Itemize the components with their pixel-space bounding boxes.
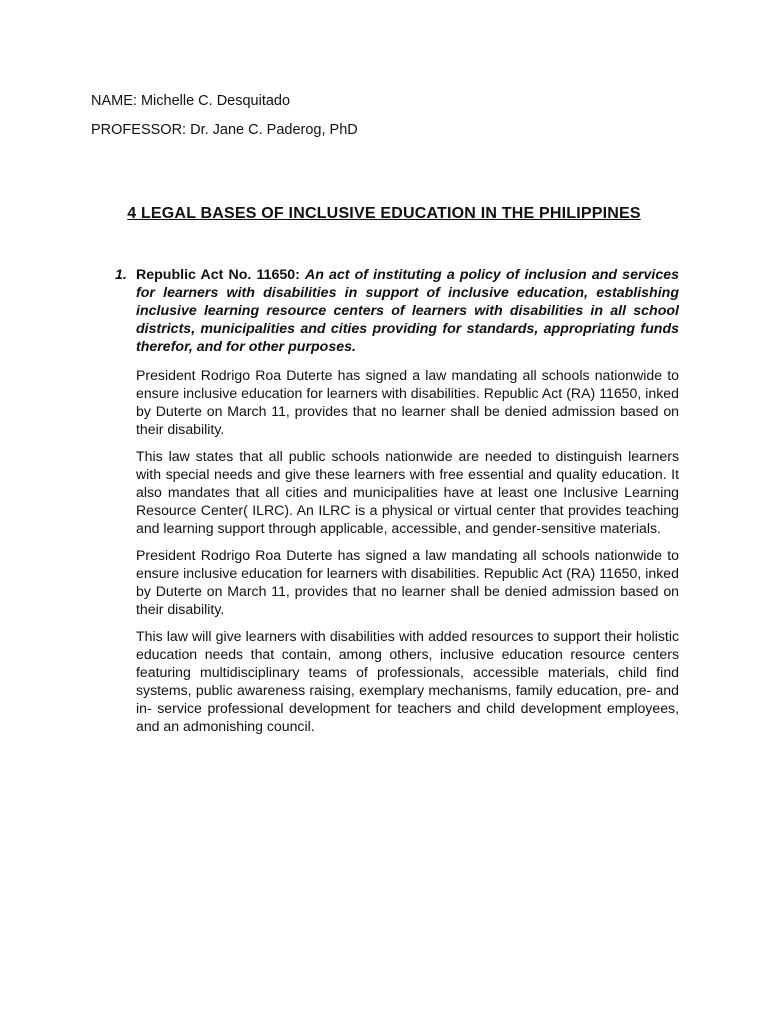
paragraph: This law will give learners with disabilities with added resources to support their holistic education needs that contain, among others, inclusive education resource centers featuring multidisciplinary teams of professionals, accessible materials, child find systems, public awareness raising, exemplary mechanisms, family education, pre- and in- service professional development for teachers and child development employees, and an admonishing council. xyxy=(136,628,679,735)
paragraph: President Rodrigo Roa Duterte has signed a law mandating all schools nationwide to ensure inclusive education for learners with disabilities. Republic Act (RA) 11650, inked by Duterte on March 11, provides that no learner shall be denied admission based on their disability. xyxy=(136,367,679,438)
paragraph: This law states that all public schools nationwide are needed to distinguish learners with special needs and give these learners with free essential and quality education. It also mandates that all cities and municipalities have at least one Inclusive Learning Resource Center( ILRC). An ILRC is a physical or virtual center that provides teaching and learning support through applicable, accessible, and gender-sensitive materials. xyxy=(136,448,679,537)
professor-name: PROFESSOR: Dr. Jane C. Paderog, PhD xyxy=(91,122,358,138)
list-item-number: 1. xyxy=(115,267,127,283)
paragraph: President Rodrigo Roa Duterte has signed a law mandating all schools nationwide to ensure inclusive education for learners with disabilities. Republic Act (RA) 11650, inked by Duterte on March 11, provides that no learner shall be denied admission based on their disability. xyxy=(136,547,679,618)
act-description: An act of instituting a policy of inclusion and services for learners with disabilities in support of inclusive education, establishing inclusive learning resource centers of learners with disabilities in all school districts, municipalities and cities providing for standards, appropriating funds therefor, and for other purposes. xyxy=(136,267,679,355)
document-title: 4 LEGAL BASES OF INCLUSIVE EDUCATION IN THE PHILIPPINES xyxy=(127,205,641,222)
student-name: NAME: Michelle C. Desquitado xyxy=(91,93,291,109)
act-heading xyxy=(136,266,679,356)
act-name: Republic Act No. 11650: xyxy=(136,267,300,283)
